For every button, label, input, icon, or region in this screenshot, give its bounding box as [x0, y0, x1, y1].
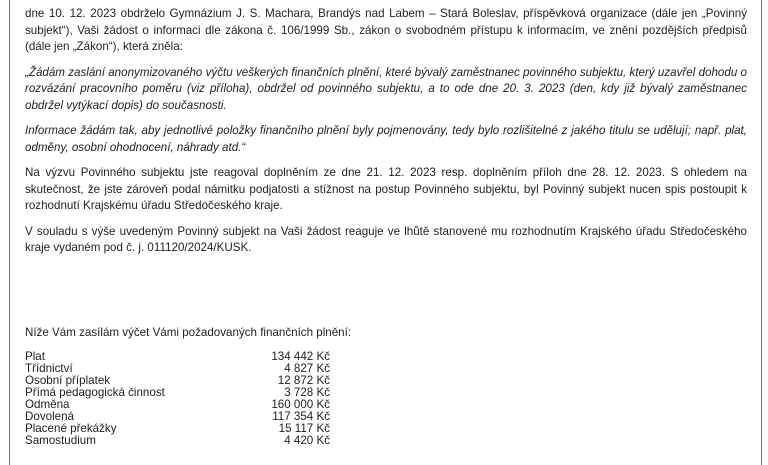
item-label: Odměna: [25, 398, 70, 411]
item-label: Osobní příplatek: [25, 374, 111, 387]
paragraph-procedure: Na výzvu Povinného subjektu jste reagoval doplněním ze dne 21. 12. 2023 resp. doplněním příloh dne 28. 12. 2023. S ohledem na skutečnost, že jste zároveň podal námitku podjatosti a stížnost na postup Povinného subjektu, byl Povinný subjekt nucen spis postoupit k rozhodnutí Krajskému úřadu Středočeského kraje.: [25, 166, 747, 212]
item-label: Přímá pedagogická činnost: [25, 386, 165, 399]
item-amount: 4 827 Kč: [284, 362, 330, 375]
item-amount: 134 442 Kč: [271, 350, 330, 363]
item-amount: 160 000 Kč: [271, 398, 330, 411]
item-label: Třídnictví: [25, 362, 73, 375]
item-label: Dovolená: [25, 410, 74, 423]
document-body: [25, 6, 747, 447]
item-label: Placené překážky: [25, 422, 117, 435]
item-amount: 12 872 Kč: [277, 374, 330, 387]
paragraph-response: V souladu s výše uvedeným Povinný subjekt na Vaši žádost reaguje ve lhůtě stanovené mu rozhodnutím Krajského úřadu Středočeského kraje vydaném pod č. j. 011120/2024/KUSK.: [25, 224, 747, 254]
item-label: Samostudium: [25, 434, 96, 447]
paragraph-receipt: dne 10. 12. 2023 obdrželo Gymnázium J. S. Machara, Brandýs nad Labem – Stará Boleslav, příspěvková organizace (dále jen „Povinný subjekt“), Vaši žádost o informaci dle zákona č. 106/1999 Sb., zákon o svobodném přístupu k informacím, ve znění pozdějších předpisů (dále jen „Zákon“), která zněla:: [25, 7, 747, 53]
item-amount: 15 117 Kč: [278, 422, 330, 435]
item-amount: 3 728 Kč: [284, 386, 330, 399]
paragraph-request-detail: Informace žádám tak, aby jednotlivé položky finančního plnění byly pojmenovány, tedy bylo rozlišitelné z jakého titulu se udělují; např. plat, odměny, osobní ohodnocení, náhrady atd.“: [25, 124, 747, 154]
item-amount: 4 420 Kč: [284, 434, 330, 447]
list-intro: Níže Vám zasílám výčet Vámi požadovaných finančních plnění:: [25, 325, 352, 339]
item-label: Plat: [25, 350, 45, 363]
document-page: [9, 0, 762, 465]
paragraph-request-quote: „Žádám zaslání anonymizovaného výčtu veškerých finančních plnění, které bývalý zaměstnanec povinného subjektu, který uzavřel dohodu o rozvázání pracovního poměru (viz příloha), obdržel od povinného subjektu, a to ode dne 20. 3. 2023 (den, kdy již bývalý zaměstnanec obdržel vytýkací dopis) do současnosti.: [25, 65, 747, 112]
table-row: [25, 435, 330, 447]
item-amount: 117 354 Kč: [272, 410, 330, 423]
financial-items-table: [25, 351, 330, 447]
